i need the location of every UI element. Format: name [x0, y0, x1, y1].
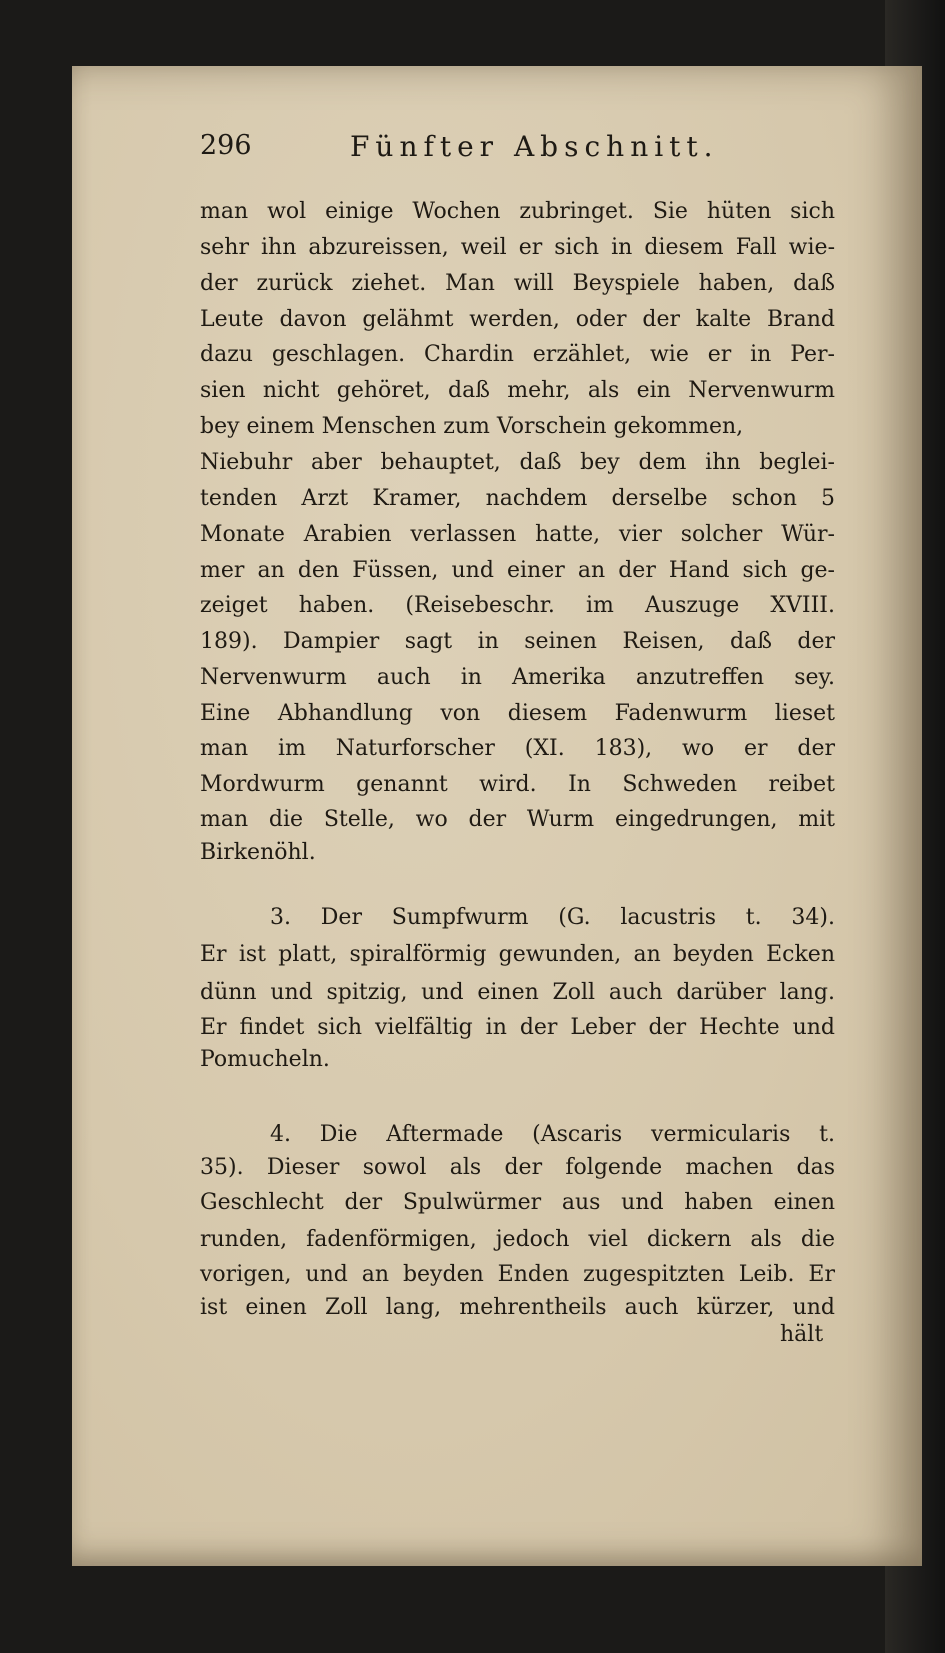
page-number: 296 [200, 130, 252, 161]
paragraph1-line: sien nicht gehöret, daß mehr, als ein Nervenwurm [200, 378, 835, 403]
paragraph1-line: bey einem Menschen zum Vorschein gekommen, [200, 414, 744, 439]
paragraph1-line: sehr ihn abzureissen, weil er sich in diesem Fall wie- [200, 235, 835, 260]
paragraph1-line: Niebuhr aber behauptet, daß bey dem ihn beglei- [200, 450, 835, 475]
paragraph3-line: 4. Die Aftermade (Ascaris vermicularis t. [270, 1122, 835, 1147]
paragraph2-line: Er ist platt, spiralförmig gewunden, an beyden Ecken [200, 942, 835, 967]
paragraph1-line: mer an den Füssen, und einer an der Hand sich ge- [200, 558, 835, 583]
running-title: Fünfter Abschnitt. [350, 130, 719, 163]
paragraph1-line: Leute davon gelähmt werden, oder der kalte Brand [200, 307, 835, 332]
paragraph1-line: Monate Arabien verlassen hatte, vier solcher Wür- [200, 522, 835, 547]
paragraph1-line: zeiget haben. (Reisebeschr. im Auszuge XVIII. [200, 593, 835, 618]
paragraph3-line: 35). Dieser sowol als der folgende machen das [200, 1155, 835, 1180]
paragraph1-line: der zurück ziehet. Man will Beyspiele haben, daß [200, 271, 835, 296]
paragraph2-line: Pomucheln. [200, 1047, 330, 1072]
catchword: hält [780, 1322, 824, 1347]
paragraph1-line: man wol einige Wochen zubringet. Sie hüten sich [200, 199, 835, 224]
paragraph3-line: ist einen Zoll lang, mehrentheils auch kürzer, und [200, 1295, 835, 1320]
paragraph1-line: Nervenwurm auch in Amerika anzutreffen sey. [200, 665, 835, 690]
paragraph1-line: 189). Dampier sagt in seinen Reisen, daß der [200, 629, 835, 654]
paragraph3-line: Geschlecht der Spulwürmer aus und haben einen [200, 1190, 835, 1215]
paragraph1-line: Eine Abhandlung von diesem Fadenwurm lieset [200, 701, 835, 726]
paragraph1-line: dazu geschlagen. Chardin erzählet, wie er in Per- [200, 342, 835, 367]
paragraph1-line: man die Stelle, wo der Wurm eingedrungen, mit [200, 807, 835, 832]
paragraph3-line: vorigen, und an beyden Enden zugespitzten Leib. Er [200, 1262, 835, 1287]
paragraph1-line: Mordwurm genannt wird. In Schweden reibet [200, 772, 835, 797]
page-header [200, 130, 760, 170]
paragraph1-line: Birkenöhl. [200, 840, 316, 865]
paragraph1-line: tenden Arzt Kramer, nachdem derselbe schon 5 [200, 486, 835, 511]
paragraph2-line: Er findet sich vielfältig in der Leber der Hechte und [200, 1015, 835, 1040]
paragraph1-line: man im Naturforscher (XI. 183), wo er der [200, 736, 835, 761]
paragraph3-line: runden, fadenförmigen, jedoch viel dickern als die [200, 1227, 835, 1252]
paragraph2-line: dünn und spitzig, und einen Zoll auch darüber lang. [200, 980, 835, 1005]
paragraph2-line: 3. Der Sumpfwurm (G. lacustris t. 34). [270, 905, 835, 930]
